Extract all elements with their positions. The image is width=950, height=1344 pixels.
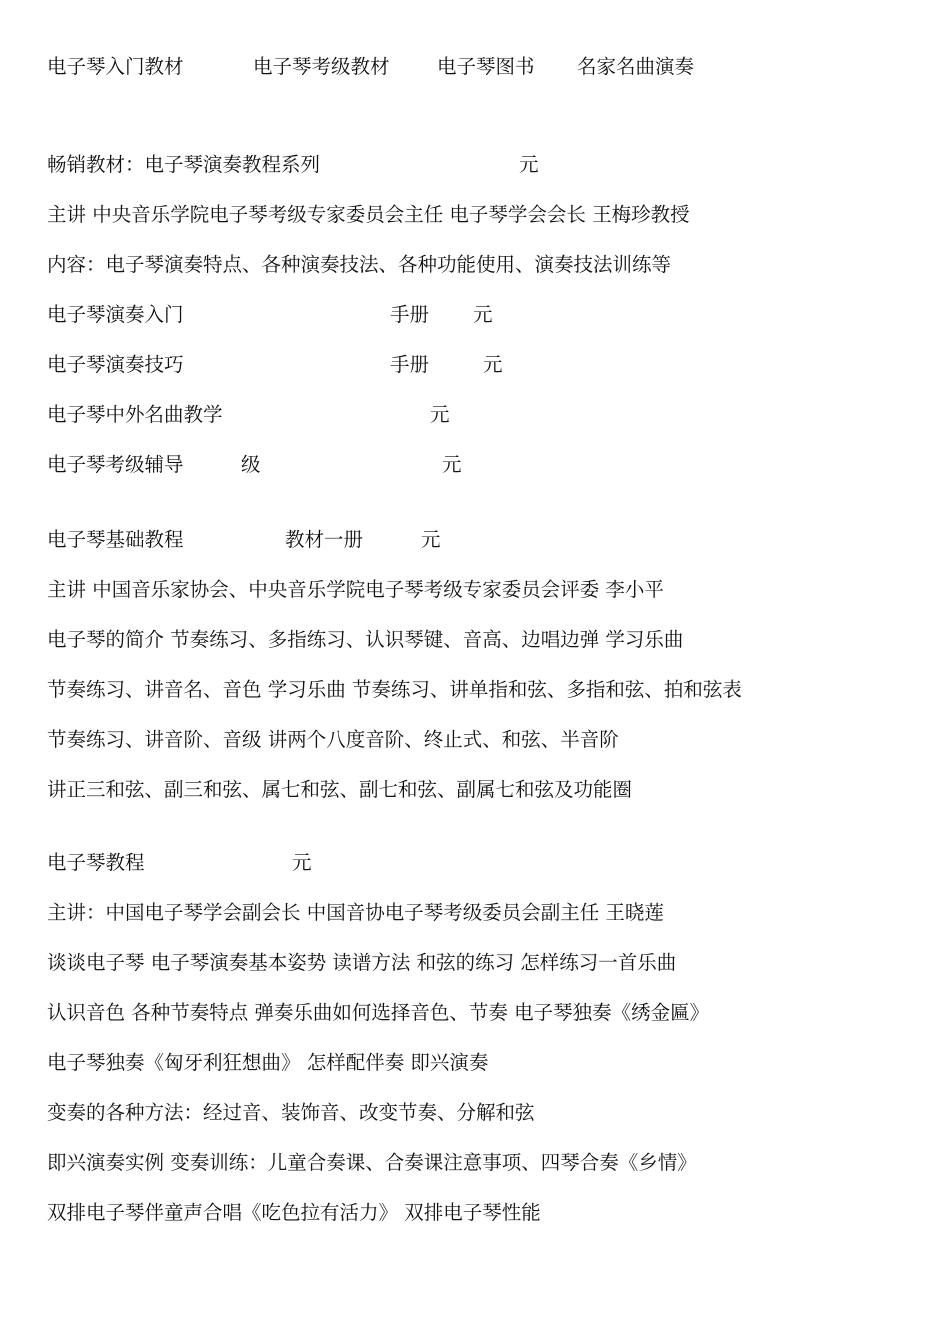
section1-title: 畅销教材：电子琴演奏教程系列 (47, 153, 321, 176)
item-name: 电子琴考级辅导 (47, 453, 184, 476)
section2-topic: 节奏练习、讲音阶、音级 讲两个八度音阶、终止式、和弦、半音阶 (47, 728, 619, 751)
item-format: 手册 (390, 303, 430, 326)
section3-topic: 认识音色 各种节奏特点 弹奏乐曲如何选择音色、节奏 电子琴独奏《绣金匾》 (47, 1001, 710, 1024)
item-price: 元 (442, 453, 462, 476)
section3-topic: 谈谈电子琴 电子琴演奏基本姿势 读谱方法 和弦的练习 怎样练习一首乐曲 (47, 951, 677, 974)
section1-content: 内容：电子琴演奏特点、各种演奏技法、各种功能使用、演奏技法训练等 (47, 253, 672, 276)
nav-link-grading-textbook[interactable]: 电子琴考级教材 (253, 55, 390, 78)
nav-link-masterpieces[interactable]: 名家名曲演奏 (577, 55, 695, 78)
section1-title-price: 元 (519, 153, 539, 176)
section1-lecturer: 主讲 中央音乐学院电子琴考级专家委员会主任 电子琴学会会长 王梅珍教授 (47, 203, 690, 226)
section2-lecturer: 主讲 中国音乐家协会、中央音乐学院电子琴考级专家委员会评委 李小平 (47, 578, 664, 601)
section3-lecturer: 主讲：中国电子琴学会副会长 中国音协电子琴考级委员会副主任 王晓莲 (47, 901, 664, 924)
item-name: 电子琴演奏入门 (47, 303, 184, 326)
section3-topic: 变奏的各种方法：经过音、装饰音、改变节奏、分解和弦 (47, 1101, 535, 1124)
item-name: 电子琴演奏技巧 (47, 353, 184, 376)
section2-topic: 节奏练习、讲音名、音色 学习乐曲 节奏练习、讲单指和弦、多指和弦、拍和弦表 (47, 678, 742, 701)
section3-topic: 即兴演奏实例 变奏训练：儿童合奏课、合奏课注意事项、四琴合奏《乡情》 (47, 1151, 697, 1174)
nav-link-intro-textbook[interactable]: 电子琴入门教材 (47, 55, 184, 78)
section2-price: 元 (421, 528, 441, 551)
section3-topic: 双排电子琴伴童声合唱《吃色拉有活力》 双排电子琴性能 (47, 1201, 541, 1224)
item-name: 电子琴中外名曲教学 (47, 403, 223, 426)
section3-topic: 电子琴独奏《匈牙利狂想曲》 怎样配伴奏 即兴演奏 (47, 1051, 489, 1074)
item-format: 级 (241, 453, 261, 476)
item-price: 元 (473, 303, 493, 326)
section2-topic: 电子琴的简介 节奏练习、多指练习、认识琴键、音高、边唱边弹 学习乐曲 (47, 628, 684, 651)
section2-title: 电子琴基础教程 (47, 528, 184, 551)
item-format: 手册 (390, 353, 430, 376)
nav-link-books[interactable]: 电子琴图书 (437, 55, 535, 78)
item-price: 元 (430, 403, 450, 426)
section2-topic: 讲正三和弦、副三和弦、属七和弦、副七和弦、副属七和弦及功能圈 (47, 778, 633, 801)
section2-format: 教材一册 (285, 528, 364, 551)
section3-price: 元 (292, 851, 312, 874)
section3-title: 电子琴教程 (47, 851, 145, 874)
item-price: 元 (483, 353, 503, 376)
